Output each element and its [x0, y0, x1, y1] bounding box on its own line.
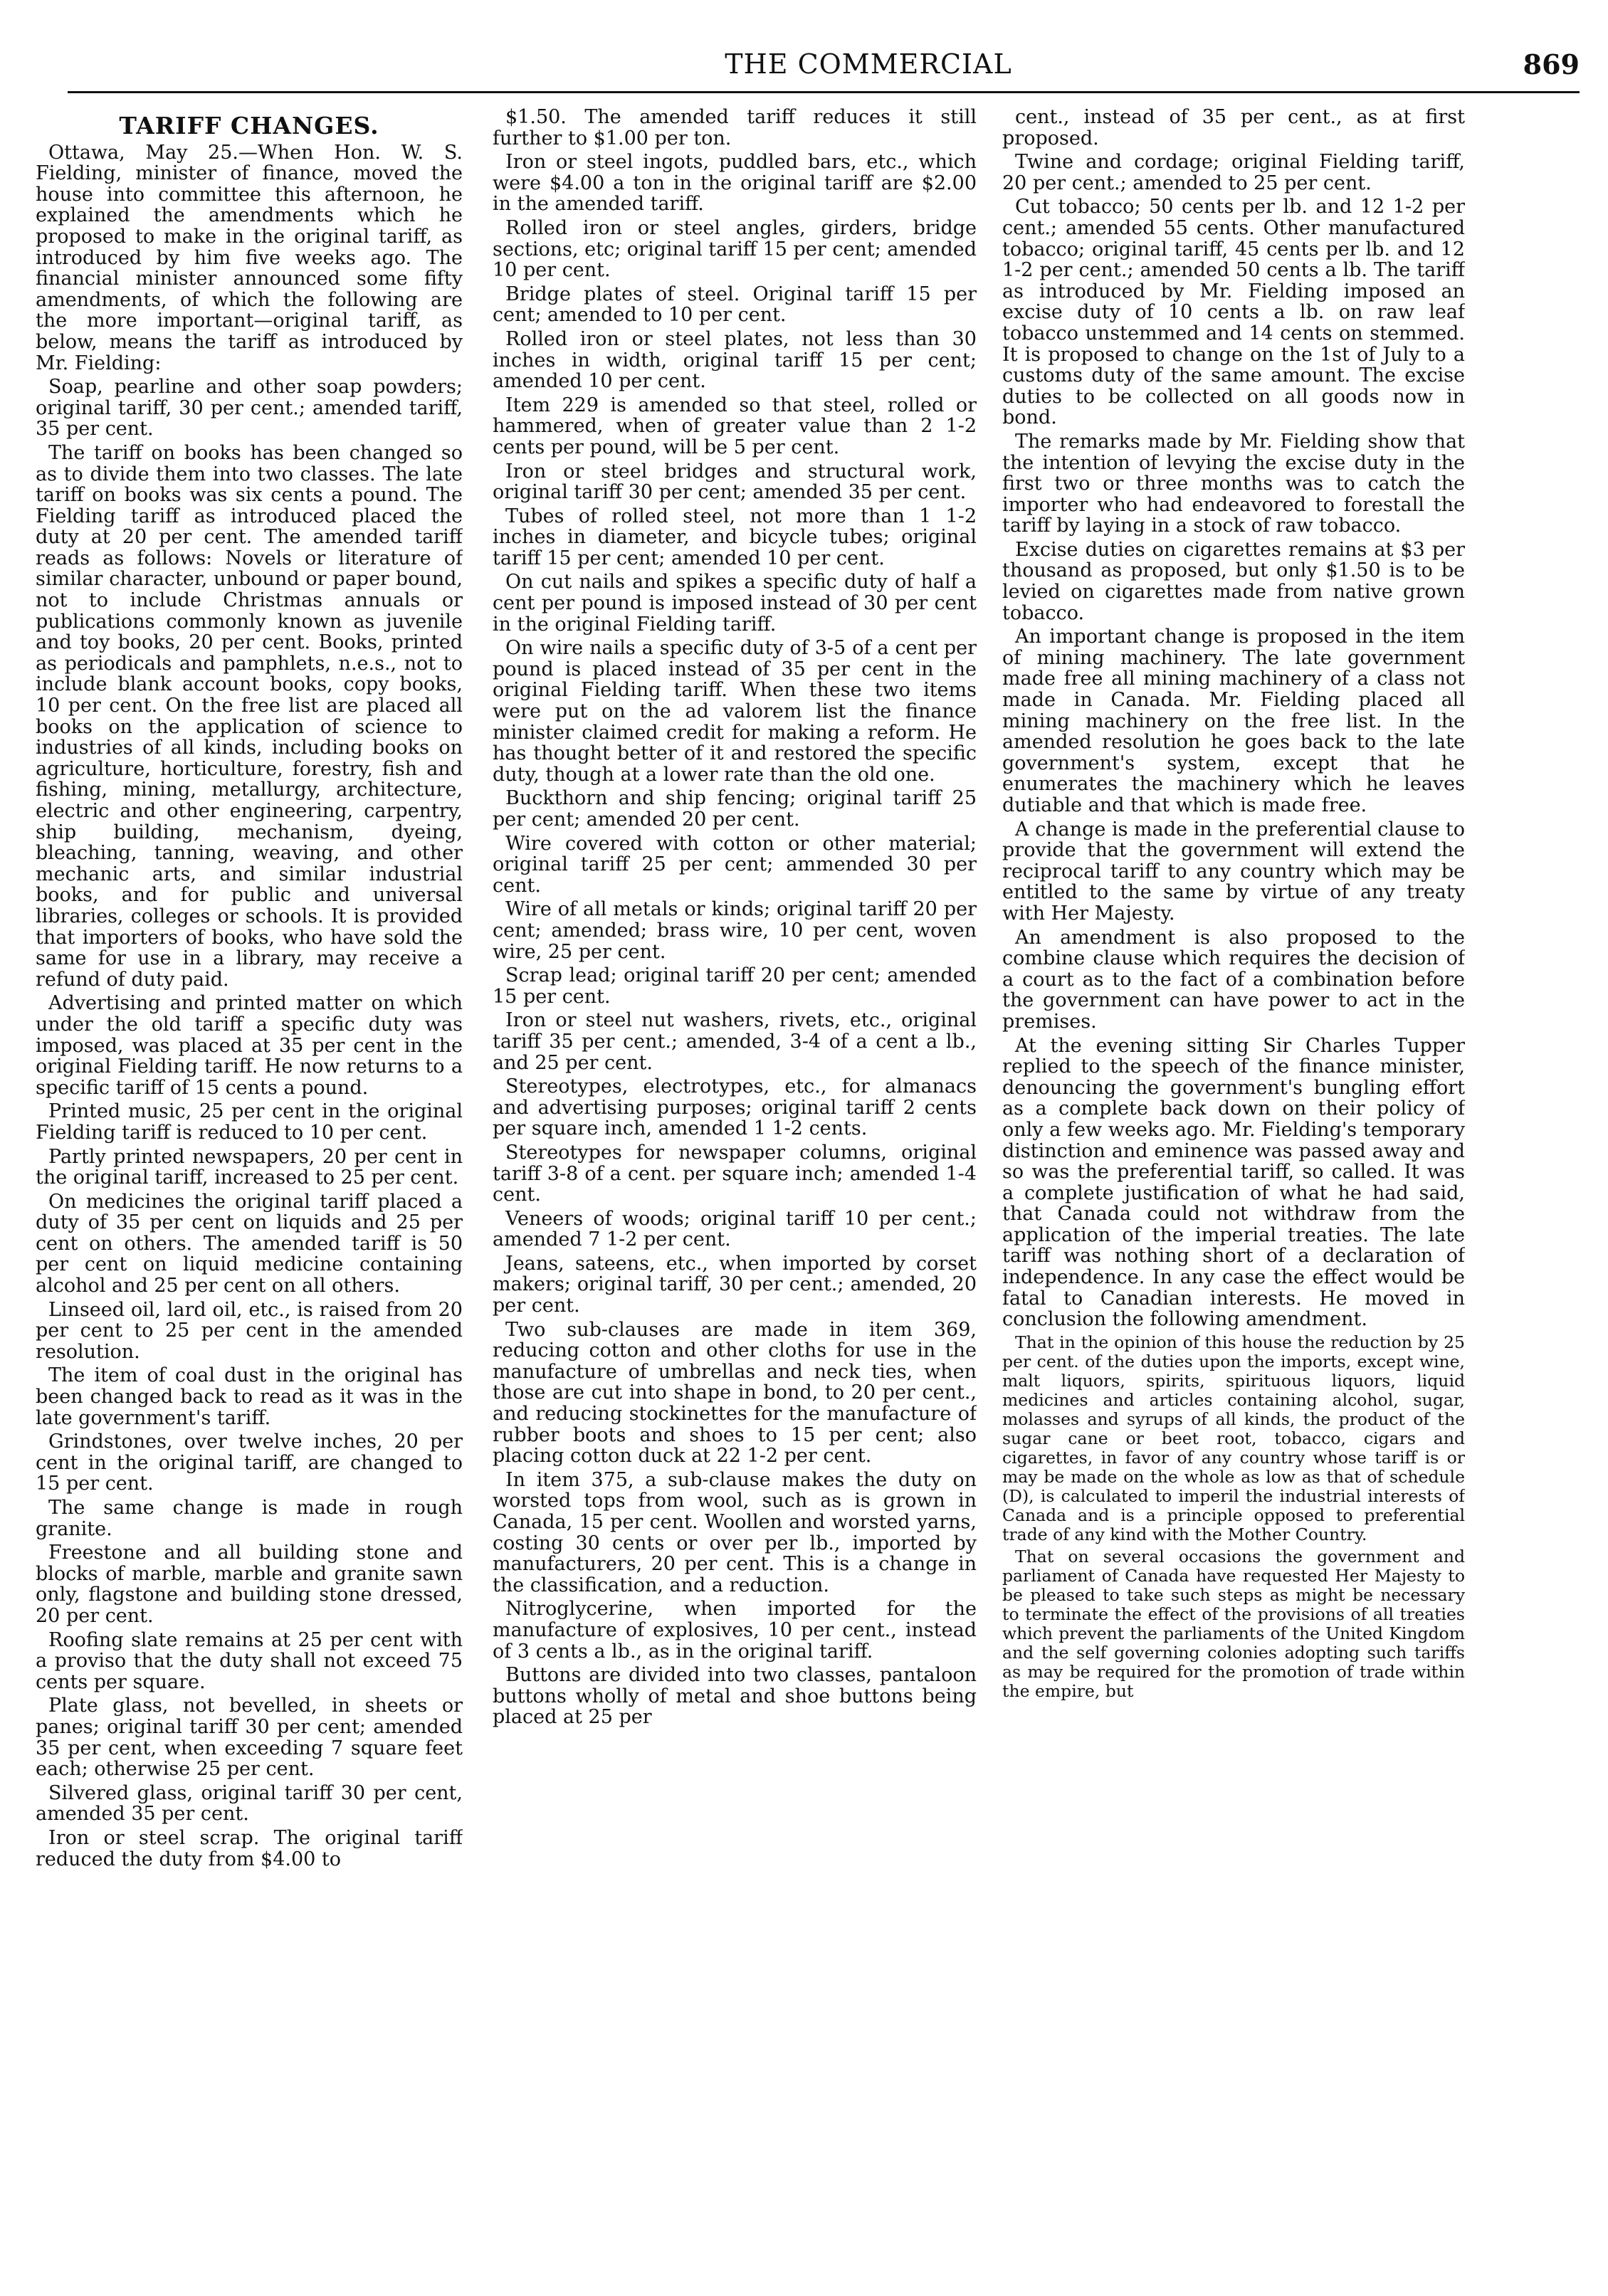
page-number: 869	[1523, 48, 1580, 80]
amendment-quote: That in the opinion of this house the reduction by 25 per cent. of the duties upon the imports, except wine, malt liquors, spirits, spirituous liquors, liquid medicines and articles containing alcohol, sugar, molasses and syrups of all kinds, the product of the sugar cane or beet root, tobacco, cigars and cigarettes, in favor of any country whose tariff is or may be made on the whole as low as that of schedule (D), is calculated to imperil the industrial interests of Canada and is a principle opposed to preferential trade of any kind with the Mother Country.	[1002, 1332, 1465, 1544]
paragraph: Scrap lead; original tariff 20 per cent; amended 15 per cent.	[493, 964, 977, 1008]
paragraph: Linseed oil, lard oil, etc., is raised from 20 per cent to 25 per cent in the amended resolution.	[36, 1298, 463, 1363]
paragraph: Buttons are divided into two classes, pantaloon buttons wholly of metal and shoe buttons being placed at 25 per	[493, 1664, 977, 1729]
paragraph: Soap, pearline and other soap powders; original tariff, 30 per cent.; amended tariff, 35 per cent.	[36, 376, 463, 441]
paragraph: Excise duties on cigarettes remains at $3 per thousand as proposed, but only $1.50 is to be levied on cigarettes made from native grown tobacco.	[1002, 538, 1465, 624]
paragraph: Plate glass, not bevelled, in sheets or panes; original tariff 30 per cent; amended 35 per cent, when exceeding 7 square feet each; otherwise 25 per cent.	[36, 1695, 463, 1781]
paragraph: Veneers of woods; original tariff 10 per cent.; amended 7 1-2 per cent.	[493, 1207, 977, 1251]
paragraph: Roofing slate remains at 25 per cent with a proviso that the duty shall not exceed 75 cents per square.	[36, 1628, 463, 1693]
paragraph: A change is made in the preferential clause to provide that the government will extend the reciprocal tariff to any country which may be entitled to the same by virtue of any treaty with Her Majesty.	[1002, 818, 1465, 925]
column-1	[36, 107, 463, 2285]
paragraph: The remarks made by Mr. Fielding show that the intention of levying the excise duty in the first two or three months was to catch the importer who had endeavored to forestall the tariff by laying in a stock of raw tobacco.	[1002, 430, 1465, 537]
paragraph: Freestone and all building stone and blocks of marble, marble and granite sawn only, flagstone and building stone dressed, 20 per cent.	[36, 1542, 463, 1627]
paragraph: At the evening sitting Sir Charles Tupper replied to the speech of the finance minister, denouncing the government's bungling effort as a complete back down on their policy of only a few weeks ago. Mr. Fielding's temporary distinction and eminence was passed away and so was the preferential tariff, so called. It was a complete justification of what he had said, that Canada could not withdraw from the application of the imperial treaties. The late tariff was nothing short of a declaration of independence. In any case the effect would be fatal to Canadian interests. He moved in conclusion the following amendment.	[1002, 1034, 1465, 1331]
paragraph: On medicines the original tariff placed a duty of 35 per cent on liquids and 25 per cent on others. The amended tariff is 50 per cent on liquid medicine containing alcohol and 25 per cent on all others.	[36, 1190, 463, 1297]
paragraph: Wire covered with cotton or other material; original tariff 25 per cent; ammended 30 per cent.	[493, 832, 977, 897]
paragraph: Iron or steel nut washers, rivets, etc., original tariff 35 per cent.; amended, 3-4 of a cent a lb., and 25 per cent.	[493, 1009, 977, 1074]
paragraph: Bridge plates of steel. Original tariff 15 per cent; amended to 10 per cent.	[493, 283, 977, 327]
paragraph: Stereotypes, electrotypes, etc., for almanacs and advertising purposes; original tariff 2 cents per square inch, amended 1 1-2 cents.	[493, 1075, 977, 1140]
paragraph: Item 229 is amended so that steel, rolled or hammered, when of greater value than 2 1-2 cents per pound, will be 5 per cent.	[493, 394, 977, 458]
paragraph: Nitroglycerine, when imported for the manufacture of explosives, 10 per cent., instead of 3 cents a lb., as in the original tariff.	[493, 1598, 977, 1663]
paragraph: The item of coal dust in the original has been changed back to read as it was in the late government's tariff.	[36, 1364, 463, 1429]
amendment-quote: That on several occasions the government and parliament of Canada have requested Her Majesty to be pleased to take such steps as might be necessary to terminate the effect of the provisions of all treaties which prevent the parliaments of the United Kingdom and the self governing colonies adopting such tariffs as may be required for the promotion of trade within the empire, but	[1002, 1546, 1465, 1701]
page-header	[64, 48, 1580, 84]
publication-title: THE COMMERCIAL	[725, 48, 1012, 80]
paragraph: Stereotypes for newspaper columns, original tariff 3-8 of a cent. per square inch; amended 1-4 cent.	[493, 1141, 977, 1206]
paragraph: Silvered glass, original tariff 30 per cent, amended 35 per cent.	[36, 1781, 463, 1826]
paragraph: Two sub-clauses are made in item 369, reducing cotton and other cloths for use in the manufacture of umbrellas and neck ties, when those are cut into shape in bond, to 20 per cent., and reducing stockinettes for the manufacture of rubber boots and shoes to 15 per cent; also placing cotton duck at 22 1-2 per cent.	[493, 1318, 977, 1468]
paragraph: Iron or steel bridges and structural work, original tariff 30 per cent; amended 35 per cent.	[493, 460, 977, 504]
paragraph: Cut tobacco; 50 cents per lb. and 12 1-2 per cent.; amended 55 cents. Other manufactured tobacco; original tariff, 45 cents per lb. and 12 1-2 per cent.; amended 50 cents a lb. The tariff as introduced by Mr. Fielding imposed an excise duty of 10 cents a lb. on raw leaf tobacco unstemmed and 14 cents on stemmed. It is proposed to change on the 1st of July to a customs duty of the same amount. The excise duties to be collected on all goods now in bond.	[1002, 196, 1465, 429]
paragraph: $1.50. The amended tariff reduces it still further to $1.00 per ton.	[493, 107, 977, 149]
paragraph: Tubes of rolled steel, not more than 1 1-2 inches in diameter, and bicycle tubes; original tariff 15 per cent; amended 10 per cent.	[493, 505, 977, 569]
column-3	[1002, 107, 1465, 2285]
paragraph: Iron or steel ingots, puddled bars, etc., which were $4.00 a ton in the original tariff are $2.00 in the amended tariff.	[493, 151, 977, 216]
paragraph: The tariff on books has been changed so as to divide them into two classes. The late tariff on books was six cents a pound. The Fielding tariff as introduced placed the duty at 20 per cent. The amended tariff reads as follows: Novels or literature of similar character, unbound or paper bound, not to include Christmas annuals or publications commonly known as juvenile and toy books, 20 per cent. Books, printed as periodicals and pamphlets, n.e.s., not to include blank account books, copy books, 10 per cent. On the free list are placed all books on the application of science to industries of all kinds, including books on agriculture, horticulture, forestry, fish and fishing, mining, metallurgy, architecture, electric and other engineering, carpentry, ship building, mechanism, dyeing, bleaching, tanning, weaving, and other mechanic arts, and similar industrial books, and for public and universal libraries, colleges or schools. It is provided that importers of books, who have sold the same for use in a library, may receive a refund of duty paid.	[36, 441, 463, 991]
article-headline: TARIFF CHANGES.	[119, 112, 379, 139]
paragraph: In item 375, a sub-clause makes the duty on worsted tops from wool, such as is grown in Canada, 15 per cent. Woollen and worsted yarns, costing 30 cents or over per lb., imported by manufacturers, 20 per cent. This is a change in the classification, and a reduction.	[493, 1468, 977, 1596]
paragraph: Partly printed newspapers, 20 per cent in the original tariff, increased to 25 per cent.	[36, 1145, 463, 1189]
paragraph: Grindstones, over twelve inches, 20 per cent in the original tariff, are changed to 15 per cent.	[36, 1431, 463, 1495]
paragraph: Twine and cordage; original Fielding tariff, 20 per cent.; amended to 25 per cent.	[1002, 151, 1465, 194]
paragraph: Rolled iron or steel angles, girders, bridge sections, etc; original tariff 15 per cent; amended 10 per cent.	[493, 216, 977, 282]
header-rule	[68, 91, 1580, 93]
paragraph: On cut nails and spikes a specific duty of half a cent per pound is imposed instead of 30 per cent in the original Fielding tariff.	[493, 571, 977, 636]
paragraph: The same change is made in rough granite.	[36, 1497, 463, 1540]
paragraph: Wire of all metals or kinds; original tariff 20 per cent; amended; brass wire, 10 per cent, woven wire, 25 per cent.	[493, 898, 977, 963]
paragraph: Buckthorn and ship fencing; original tariff 25 per cent; amended 20 per cent.	[493, 787, 977, 831]
paragraph: Iron or steel scrap. The original tariff reduced the duty from $4.00 to	[36, 1826, 463, 1870]
paragraph: An amendment is also proposed to the combine clause which requires the decision of a court as to the fact of a combination before the government can have power to act in the premises.	[1002, 926, 1465, 1033]
paragraph: Ottawa, May 25.—When Hon. W. S. Fielding, minister of finance, moved the house into committee this afternoon, he explained the amendments which he proposed to make in the original tariff, as introduced by him five weeks ago. The financial minister announced some fifty amendments, of which the following are the more important—original tariff, as below, means the tariff as introduced by Mr. Fielding:	[36, 141, 463, 374]
paragraph: Jeans, sateens, etc., when imported by corset makers; original tariff, 30 per cent.; amended, 20 per cent.	[493, 1252, 977, 1317]
column-2	[493, 107, 977, 2285]
paragraph: cent., instead of 35 per cent., as at first proposed.	[1002, 107, 1465, 149]
paragraph: Advertising and printed matter on which under the old tariff a specific duty was imposed, was placed at 35 per cent in the original Fielding tariff. He now returns to a specific tariff of 15 cents a pound.	[36, 992, 463, 1099]
paragraph: On wire nails a specific duty of 3-5 of a cent per pound is placed instead of 35 per cent in the original Fielding tariff. When these two items were put on the ad valorem list the finance minister claimed credit for making a reform. He has thought better of it and restored the specific duty, though at a lower rate than the old one.	[493, 637, 977, 786]
paragraph: Rolled iron or steel plates, not less than 30 inches in width, original tariff 15 per cent; amended 10 per cent.	[493, 327, 977, 393]
paragraph: An important change is proposed in the item of mining machinery. The late government made free all mining machinery of a class not made in Canada. Mr. Fielding placed all mining machinery on the free list. In the amended resolution he goes back to the late government's system, except that he enumerates the machinery which he leaves dutiable and that which is made free.	[1002, 626, 1465, 816]
paragraph: Printed music, 25 per cent in the original Fielding tariff is reduced to 10 per cent.	[36, 1100, 463, 1144]
